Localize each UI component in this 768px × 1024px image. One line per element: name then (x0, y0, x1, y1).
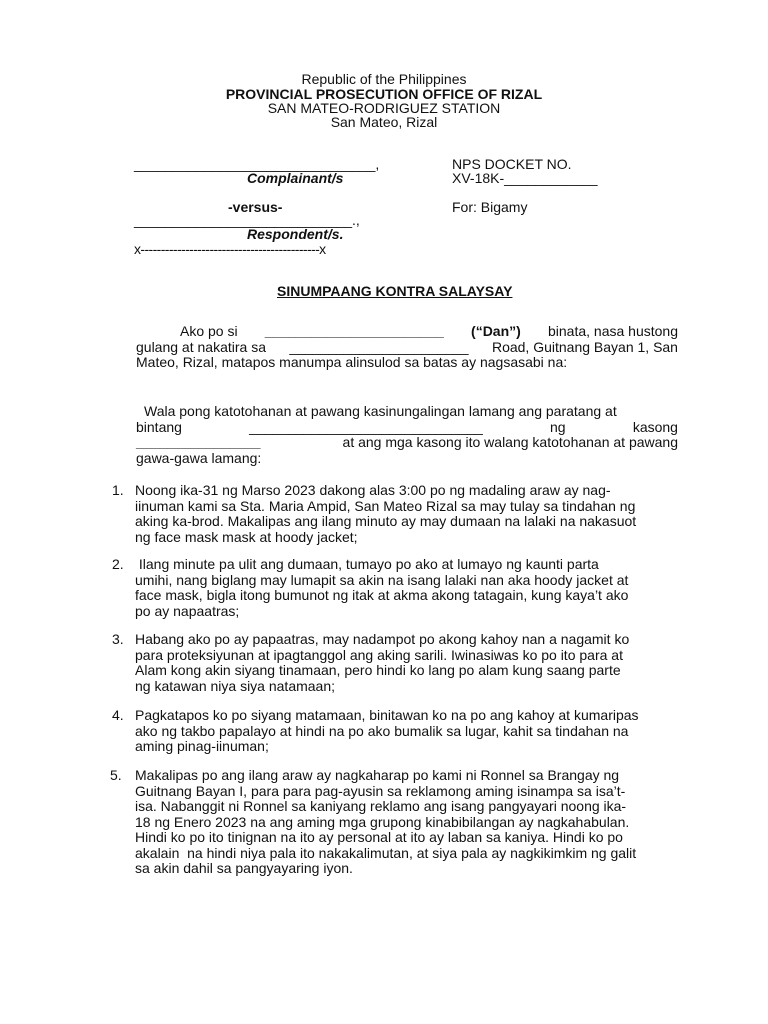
item-line: ng face mask mask at hoody jacket; (135, 528, 358, 545)
complainant-line: _______________________________, (134, 156, 380, 172)
item-line: para proteksiyunan at ipagtanggol ang aking sarili. Iwinasiwas ko po ito para at (135, 646, 623, 663)
item-line: aming pinag-iinuman; (135, 738, 269, 754)
item-line: akalain na hindi niya pala ito nakakalimutan, at siya pala ay nagkikimkim ng galit (135, 844, 637, 861)
header-station: SAN MATEO-RODRIGUEZ STATION (267, 100, 501, 116)
item-text (135, 632, 678, 694)
item-line: Alam kong akin siyang tinamaan, pero hindi ko lang po alam kung saang parte (135, 662, 621, 678)
denial-line-1: Wala pong katotohanan at pawang kasinungalingan lamang ang paratang at (144, 403, 617, 419)
item-line: ako ng takbo papalayo at hindi na po ako bumalik sa lugar, kahit sa tindahan na (135, 722, 629, 739)
item-line: isa. Nabanggit ni Ronnel sa kaniyang reklamo ang isang pangyayari noong ika- (135, 798, 627, 814)
address-blank: _______________________ (289, 338, 469, 355)
item-line: Makalipas po ang ilang araw ay nagkaharap po kami ni Ronnel sa Brangay ng (135, 767, 620, 783)
item-number: 2. (112, 556, 124, 572)
header-office: PROVINCIAL PROSECUTION OFFICE OF RIZAL (225, 86, 543, 102)
respondent-label: Respondent/s. (247, 226, 344, 242)
name-blank: _______________________ (264, 323, 444, 339)
denial-l2-c: kasong (632, 418, 678, 435)
docket-number: XV-18K-____________ (452, 170, 598, 186)
denial-l2-a: bintang (136, 418, 182, 435)
header-location: San Mateo, Rizal (330, 114, 438, 130)
intro-line-1 (136, 324, 678, 340)
item-line: Noong ika-31 ng Marso 2023 dakong alas 3:00 po ng madaling araw ay nag- (135, 482, 611, 498)
item-number: 3. (112, 631, 124, 647)
denial-line-3 (136, 435, 678, 451)
denial-l2-b: ng (550, 418, 566, 435)
item-number: 1. (112, 482, 124, 498)
item-line: face mask, bigla itong bumunot ng itak at akma akong tatagain, kung kaya’t ako (135, 587, 629, 603)
item-number: 4. (112, 707, 124, 723)
item-text (135, 708, 678, 755)
intro-l1-pre: Ako po si (180, 323, 238, 339)
intro-l2-pre: gulang at nakatira sa (136, 338, 266, 355)
item-text (135, 483, 678, 545)
denial-line-4: gawa-gawa lamang: (136, 449, 262, 466)
item-text (135, 557, 678, 619)
item-line: Ilang minute pa ulit ang dumaan, tumayo po ako at lumayo ng kaunti parta (135, 556, 599, 572)
respondent-line: ____________________________., (134, 212, 360, 228)
intro-l2-post: Road, Guitnang Bayan 1, San (491, 338, 678, 355)
intro-l1-post: binata, nasa hustong (547, 323, 678, 339)
item-text (135, 768, 678, 877)
header-republic: Republic of the Philippines (301, 71, 467, 87)
item-line: ng katawan niya siya natamaan; (135, 677, 336, 694)
item-line: iinuman kami sa Sta. Maria Ampid, San Mateo Rizal sa may tulay sa tindahan ng (135, 497, 636, 514)
accusation-blank: ______________________________ (249, 418, 483, 435)
case-blank: ________________ (136, 434, 261, 450)
item-line: Guitnang Bayan I, para para pag-ayusin sa reklamong aming isinampa sa isa’t- (135, 782, 626, 799)
document-title: SINUMPAANG KONTRA SALAYSAY (277, 283, 513, 299)
item-line: Pagkatapos ko po siyang matamaan, binitawan ko na po ang kahoy at kumaripas (135, 707, 639, 723)
caption-separator: x--------------------------------------------x (134, 241, 326, 257)
item-line: umihi, nang biglang may lumapit sa akin na isang lalaki nan aka hoody jacket at (135, 571, 629, 588)
item-line: Hindi ko po ito tinignan na ito ay personal at ito ay laban sa kaniya. Hindi ko po (135, 829, 623, 845)
nickname: (“Dan”) (471, 323, 521, 339)
versus-label: -versus- (228, 199, 283, 215)
denial-line-2 (136, 420, 678, 436)
intro-paragraph (136, 324, 678, 371)
case-for-label: For: Bigamy (452, 199, 528, 215)
item-line: aking ka-brod. Makalipas ang ilang minuto ay may dumaan na lalaki na nakasuot (135, 513, 637, 529)
intro-line-2 (136, 340, 678, 356)
denial-paragraph (136, 404, 678, 466)
item-line: 18 ng Enero 2023 na ang aming mga grupong kinabibilangan ay nagkahabulan. (135, 813, 630, 830)
item-line: Habang ako po ay papaatras, may nadampot po akong kahoy nan a nagamit ko (135, 631, 630, 647)
docket-label: NPS DOCKET NO. (452, 156, 572, 172)
item-line: po ay napaatras; (135, 602, 240, 619)
intro-line-3: Mateo, Rizal, matapos manumpa alinsulod sa batas ay nagsasabi na: (136, 354, 568, 370)
complainant-label: Complainant/s (247, 170, 344, 186)
denial-l3-post: at ang mga kasong ito walang katotohanan at pawang (342, 434, 678, 450)
item-number: 5. (110, 767, 122, 783)
item-line: sa akin dahil sa pangyayaring iyon. (135, 860, 353, 876)
